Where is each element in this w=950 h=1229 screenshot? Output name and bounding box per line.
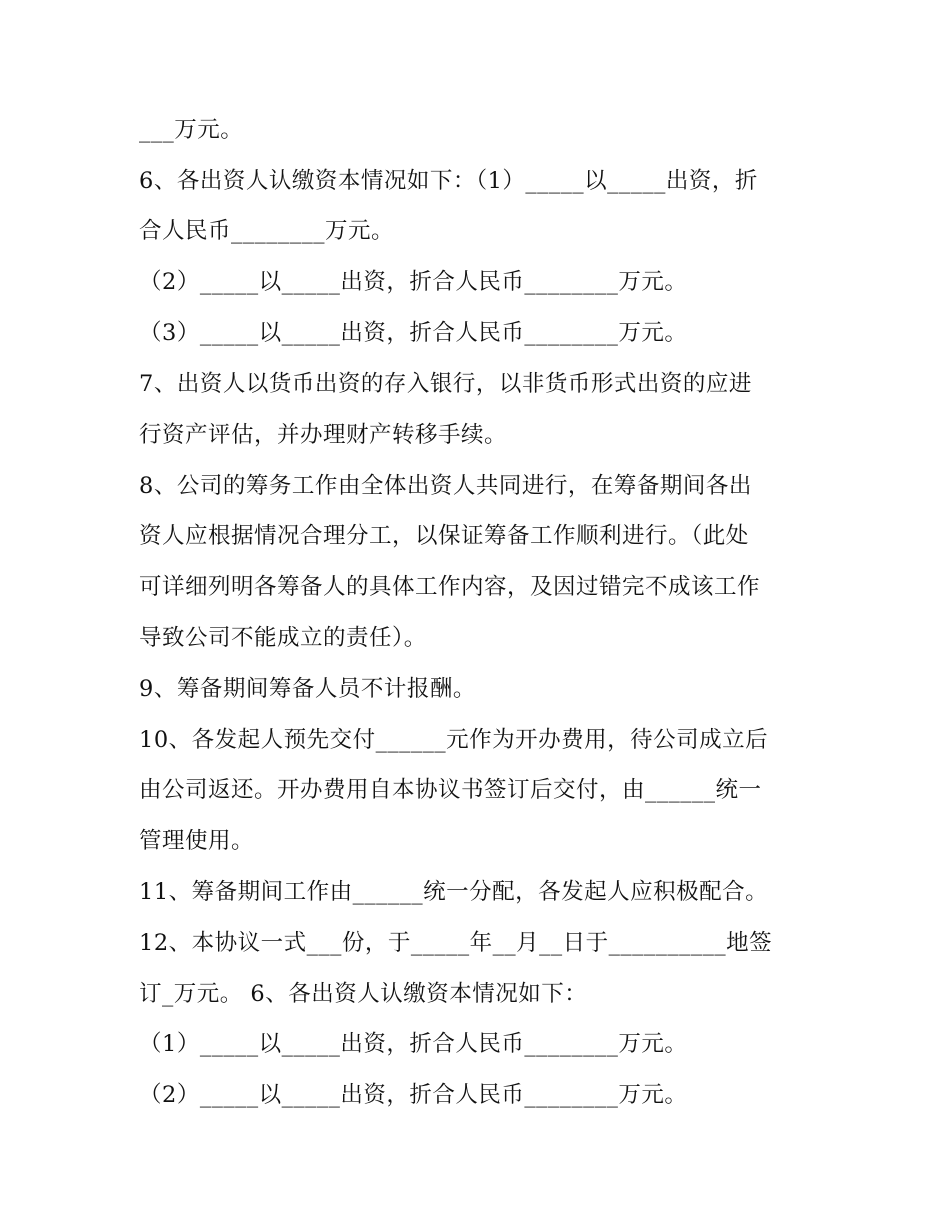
text-line-16: 11、筹备期间工作由______统一分配，各发起人应积极配合。 [139,879,769,905]
text-line-17: 12、本协议一式___份，于_____年__月__日于__________地签 [139,930,773,956]
text-line-4: （2）_____以_____出资，折合人民币________万元。 [139,269,688,295]
text-line-10: 可详细列明各筹备人的具体工作内容，及因过错完不成该工作 [139,574,761,600]
text-line-8: 8、公司的筹务工作由全体出资人共同进行，在筹备期间各出 [139,473,752,499]
text-line-5: （3）_____以_____出资，折合人民币________万元。 [139,320,688,346]
text-line-6: 7、出资人以货币出资的存入银行，以非货币形式出资的应进 [139,371,752,397]
text-line-18: 订_万元。 6、各出资人认缴资本情况如下： [139,981,588,1007]
text-line-7: 行资产评估，并办理财产转移手续。 [139,422,508,448]
text-line-2: 6、各出资人认缴资本情况如下：（1）_____以_____出资，折 [139,168,758,194]
text-line-1: ___万元。 [139,117,244,143]
text-line-15: 管理使用。 [139,828,255,854]
text-line-19: （1）_____以_____出资，折合人民币________万元。 [139,1031,688,1057]
text-line-13: 10、各发起人预先交付______元作为开办费用，待公司成立后 [139,727,769,753]
text-line-3: 合人民币________万元。 [139,218,395,244]
text-line-14: 由公司返还。开办费用自本协议书签订后交付，由______统一 [139,777,762,803]
text-line-12: 9、筹备期间筹备人员不计报酬。 [139,676,476,702]
text-line-11: 导致公司不能成立的责任）。 [139,625,427,651]
text-line-20: （2）_____以_____出资，折合人民币________万元。 [139,1082,688,1108]
text-line-9: 资人应根据情况合理分工，以保证筹备工作顺利进行。（此处 [139,523,749,549]
